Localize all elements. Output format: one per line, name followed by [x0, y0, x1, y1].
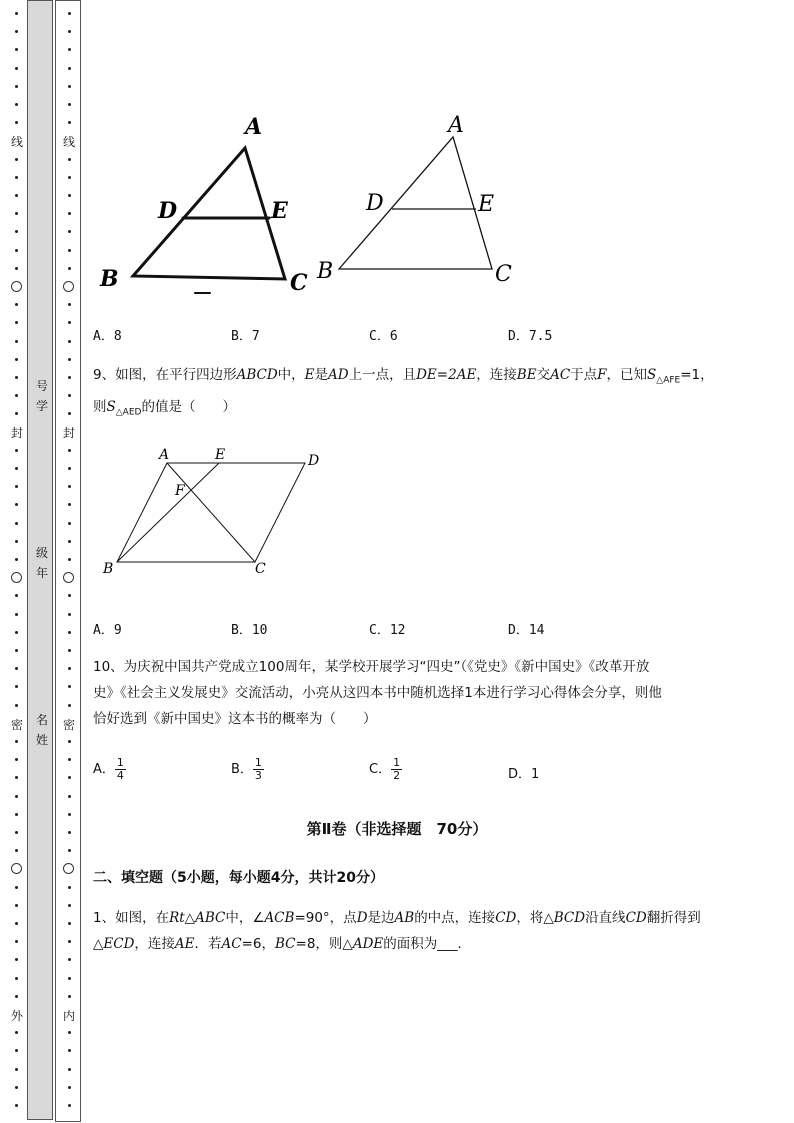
margin-dot [15, 267, 18, 270]
label-nian: 年 [36, 566, 49, 580]
margin-dot [15, 303, 18, 306]
q8-right-label-b: B [317, 259, 334, 284]
margin-dot [68, 103, 71, 106]
margin-dot [68, 977, 71, 980]
q9-figure [95, 443, 335, 583]
q8-option-c: C．6 [369, 329, 398, 344]
margin-dot [15, 449, 18, 452]
margin-dot [15, 977, 18, 980]
margin-dot [68, 358, 71, 361]
q8-left-triangle [133, 148, 285, 293]
q9-label-a: A [159, 447, 170, 463]
margin-dot [15, 158, 18, 161]
margin-char-wai: 外 [11, 1009, 24, 1023]
q8-left-label-c: C [290, 270, 308, 296]
margin-dot [68, 740, 71, 743]
margin-dot [15, 776, 18, 779]
margin-dot [68, 1104, 71, 1107]
margin-dot [15, 613, 18, 616]
q8-left-label-d: D [158, 198, 178, 224]
margin-dot [15, 813, 18, 816]
margin-circle [63, 572, 74, 583]
margin-circle [11, 863, 22, 874]
margin-dot [68, 886, 71, 889]
q8-right-label-a: A [448, 113, 464, 138]
margin-dot [15, 849, 18, 852]
margin-dot [68, 12, 71, 15]
q8-option-b: B．7 [231, 329, 260, 344]
margin-dot [68, 158, 71, 161]
q8-right-triangle [339, 137, 495, 269]
margin-dot [15, 758, 18, 761]
label-xing: 姓 [36, 733, 49, 747]
margin-dot [15, 503, 18, 506]
q9-label-c: C [255, 561, 266, 577]
margin-dot [15, 230, 18, 233]
margin-dot [15, 467, 18, 470]
margin-circle [63, 281, 74, 292]
margin-dot [15, 67, 18, 70]
q8-figure [90, 110, 530, 310]
margin-dot [68, 194, 71, 197]
q8-option-d: D．7.5 [508, 329, 553, 344]
margin-dot [15, 685, 18, 688]
margin-dot [15, 940, 18, 943]
part2-title: 第Ⅱ卷（非选择题 70分） [306, 820, 488, 838]
margin-dot [15, 12, 18, 15]
q9-label-b: B [103, 561, 114, 577]
margin-dot [15, 522, 18, 525]
margin-dot [15, 667, 18, 670]
margin-dot [15, 1049, 18, 1052]
q9-option-a: A．9 [93, 623, 122, 638]
margin-dot [15, 922, 18, 925]
label-hao: 号 [36, 379, 49, 393]
margin-dot [15, 704, 18, 707]
margin-dot [15, 958, 18, 961]
q8-right-label-d: D [366, 191, 384, 216]
margin-dot [15, 558, 18, 561]
margin-dot [15, 1086, 18, 1089]
margin-dot [68, 922, 71, 925]
q10-option-d: D．1 [508, 767, 540, 782]
section2-title: 二、填空题（5小题，每小题4分，共计20分） [93, 870, 384, 886]
margin-dot [15, 995, 18, 998]
q9-label-e: E [215, 447, 226, 463]
margin-dot [15, 249, 18, 252]
margin-dot [68, 522, 71, 525]
margin-dot [15, 412, 18, 415]
margin-dot [15, 1068, 18, 1071]
margin-dot [68, 267, 71, 270]
q9-label-f: F [175, 483, 185, 499]
margin-dot [15, 340, 18, 343]
margin-dot [15, 485, 18, 488]
margin-dot [15, 886, 18, 889]
q10-option-a: A． $\frac{1}{4}$ [93, 756, 124, 782]
margin-dot [68, 613, 71, 616]
q8-right-label-e: E [478, 192, 495, 217]
margin-dot [15, 631, 18, 634]
margin-circle [11, 572, 22, 583]
margin-dot [15, 540, 18, 543]
margin-dot [15, 103, 18, 106]
q8-left-label-a: A [245, 114, 263, 140]
margin-char-mi-inner: 密 [63, 718, 76, 732]
margin-dot [15, 121, 18, 124]
margin-circle [11, 281, 22, 292]
margin-char-mi: 密 [11, 718, 24, 732]
margin-dot [68, 449, 71, 452]
q9-parallelogram [117, 463, 305, 562]
q10-text: 10、为庆祝中国共产党成立100周年，某学校开展学习“四史”（《党史》《新中国史》《改革开放 史》《社会主义发展史》交流活动，小亮从这四本书中随机选择1本进行学习心得体会分享，则他 恰好选到《新中国史》这本书的概率为（ ） [93, 659, 662, 727]
margin-dot [15, 1104, 18, 1107]
margin-dot [15, 904, 18, 907]
label-ji: 级 [36, 546, 49, 560]
margin-dot [68, 795, 71, 798]
margin-dot [68, 376, 71, 379]
margin-dot [15, 85, 18, 88]
margin-dot [68, 249, 71, 252]
margin-dot [15, 194, 18, 197]
margin-dot [15, 1031, 18, 1034]
margin-dot [15, 30, 18, 33]
margin-dot [15, 321, 18, 324]
margin-char-feng-inner: 封 [63, 426, 76, 440]
label-ming: 名 [36, 713, 49, 727]
margin-dot [68, 649, 71, 652]
margin-dot [68, 85, 71, 88]
margin-dot [68, 704, 71, 707]
margin-dot [68, 813, 71, 816]
margin-dot [68, 176, 71, 179]
margin-char-xian: 线 [11, 135, 24, 149]
q10-option-b: B． $\frac{1}{3}$ [231, 756, 262, 782]
q9-option-d: D．14 [508, 623, 545, 638]
label-xue: 学 [36, 399, 49, 413]
margin-dot [15, 176, 18, 179]
q8-option-a: A．8 [93, 329, 122, 344]
margin-dot [68, 904, 71, 907]
margin-dot [68, 67, 71, 70]
margin-dot [15, 376, 18, 379]
q9-text: 9、如图，在平行四边形ABCD中，E是AD上一点，且DE=2AE，连接BE交AC于点F，已知$S_{\triangle AFE}=1$， 则$S_{\triangle AED}$的值是（ ） [93, 367, 714, 418]
margin-char-nei-inner: 内 [63, 1009, 76, 1023]
margin-circle [63, 863, 74, 874]
margin-dot [15, 795, 18, 798]
margin-dot [68, 631, 71, 634]
q8-left-label-e: E [271, 198, 288, 224]
margin-dot [15, 594, 18, 597]
margin-dot [15, 394, 18, 397]
margin-dot [68, 1068, 71, 1071]
margin-dot [15, 358, 18, 361]
margin-dot [68, 340, 71, 343]
margin-char-feng: 封 [11, 426, 24, 440]
margin-dot [68, 540, 71, 543]
q9-option-c: C．12 [369, 623, 406, 638]
margin-dot [68, 995, 71, 998]
q10-option-c: C． $\frac{1}{2}$ [369, 756, 401, 782]
q9-label-d: D [308, 453, 320, 469]
q9-option-b: B．10 [231, 623, 268, 638]
margin-dot [68, 467, 71, 470]
margin-dot [68, 558, 71, 561]
q8-left-label-b: B [100, 266, 119, 292]
binding-inner-column [55, 0, 81, 1122]
margin-dot [15, 649, 18, 652]
margin-dot [15, 740, 18, 743]
margin-dot [15, 212, 18, 215]
fill1-text: 1、如图，在Rt△ABC中，∠ACB=90°，点D是边AB的中点，连接CD，将△BCD沿直线CD翻折得到 △ECD，连接AE．若AC=6，BC=8，则△ADE的面积为___． [93, 910, 701, 952]
margin-dot [15, 48, 18, 51]
margin-char-xian-inner: 线 [63, 135, 76, 149]
margin-dot [68, 1086, 71, 1089]
q8-right-label-c: C [495, 262, 512, 287]
